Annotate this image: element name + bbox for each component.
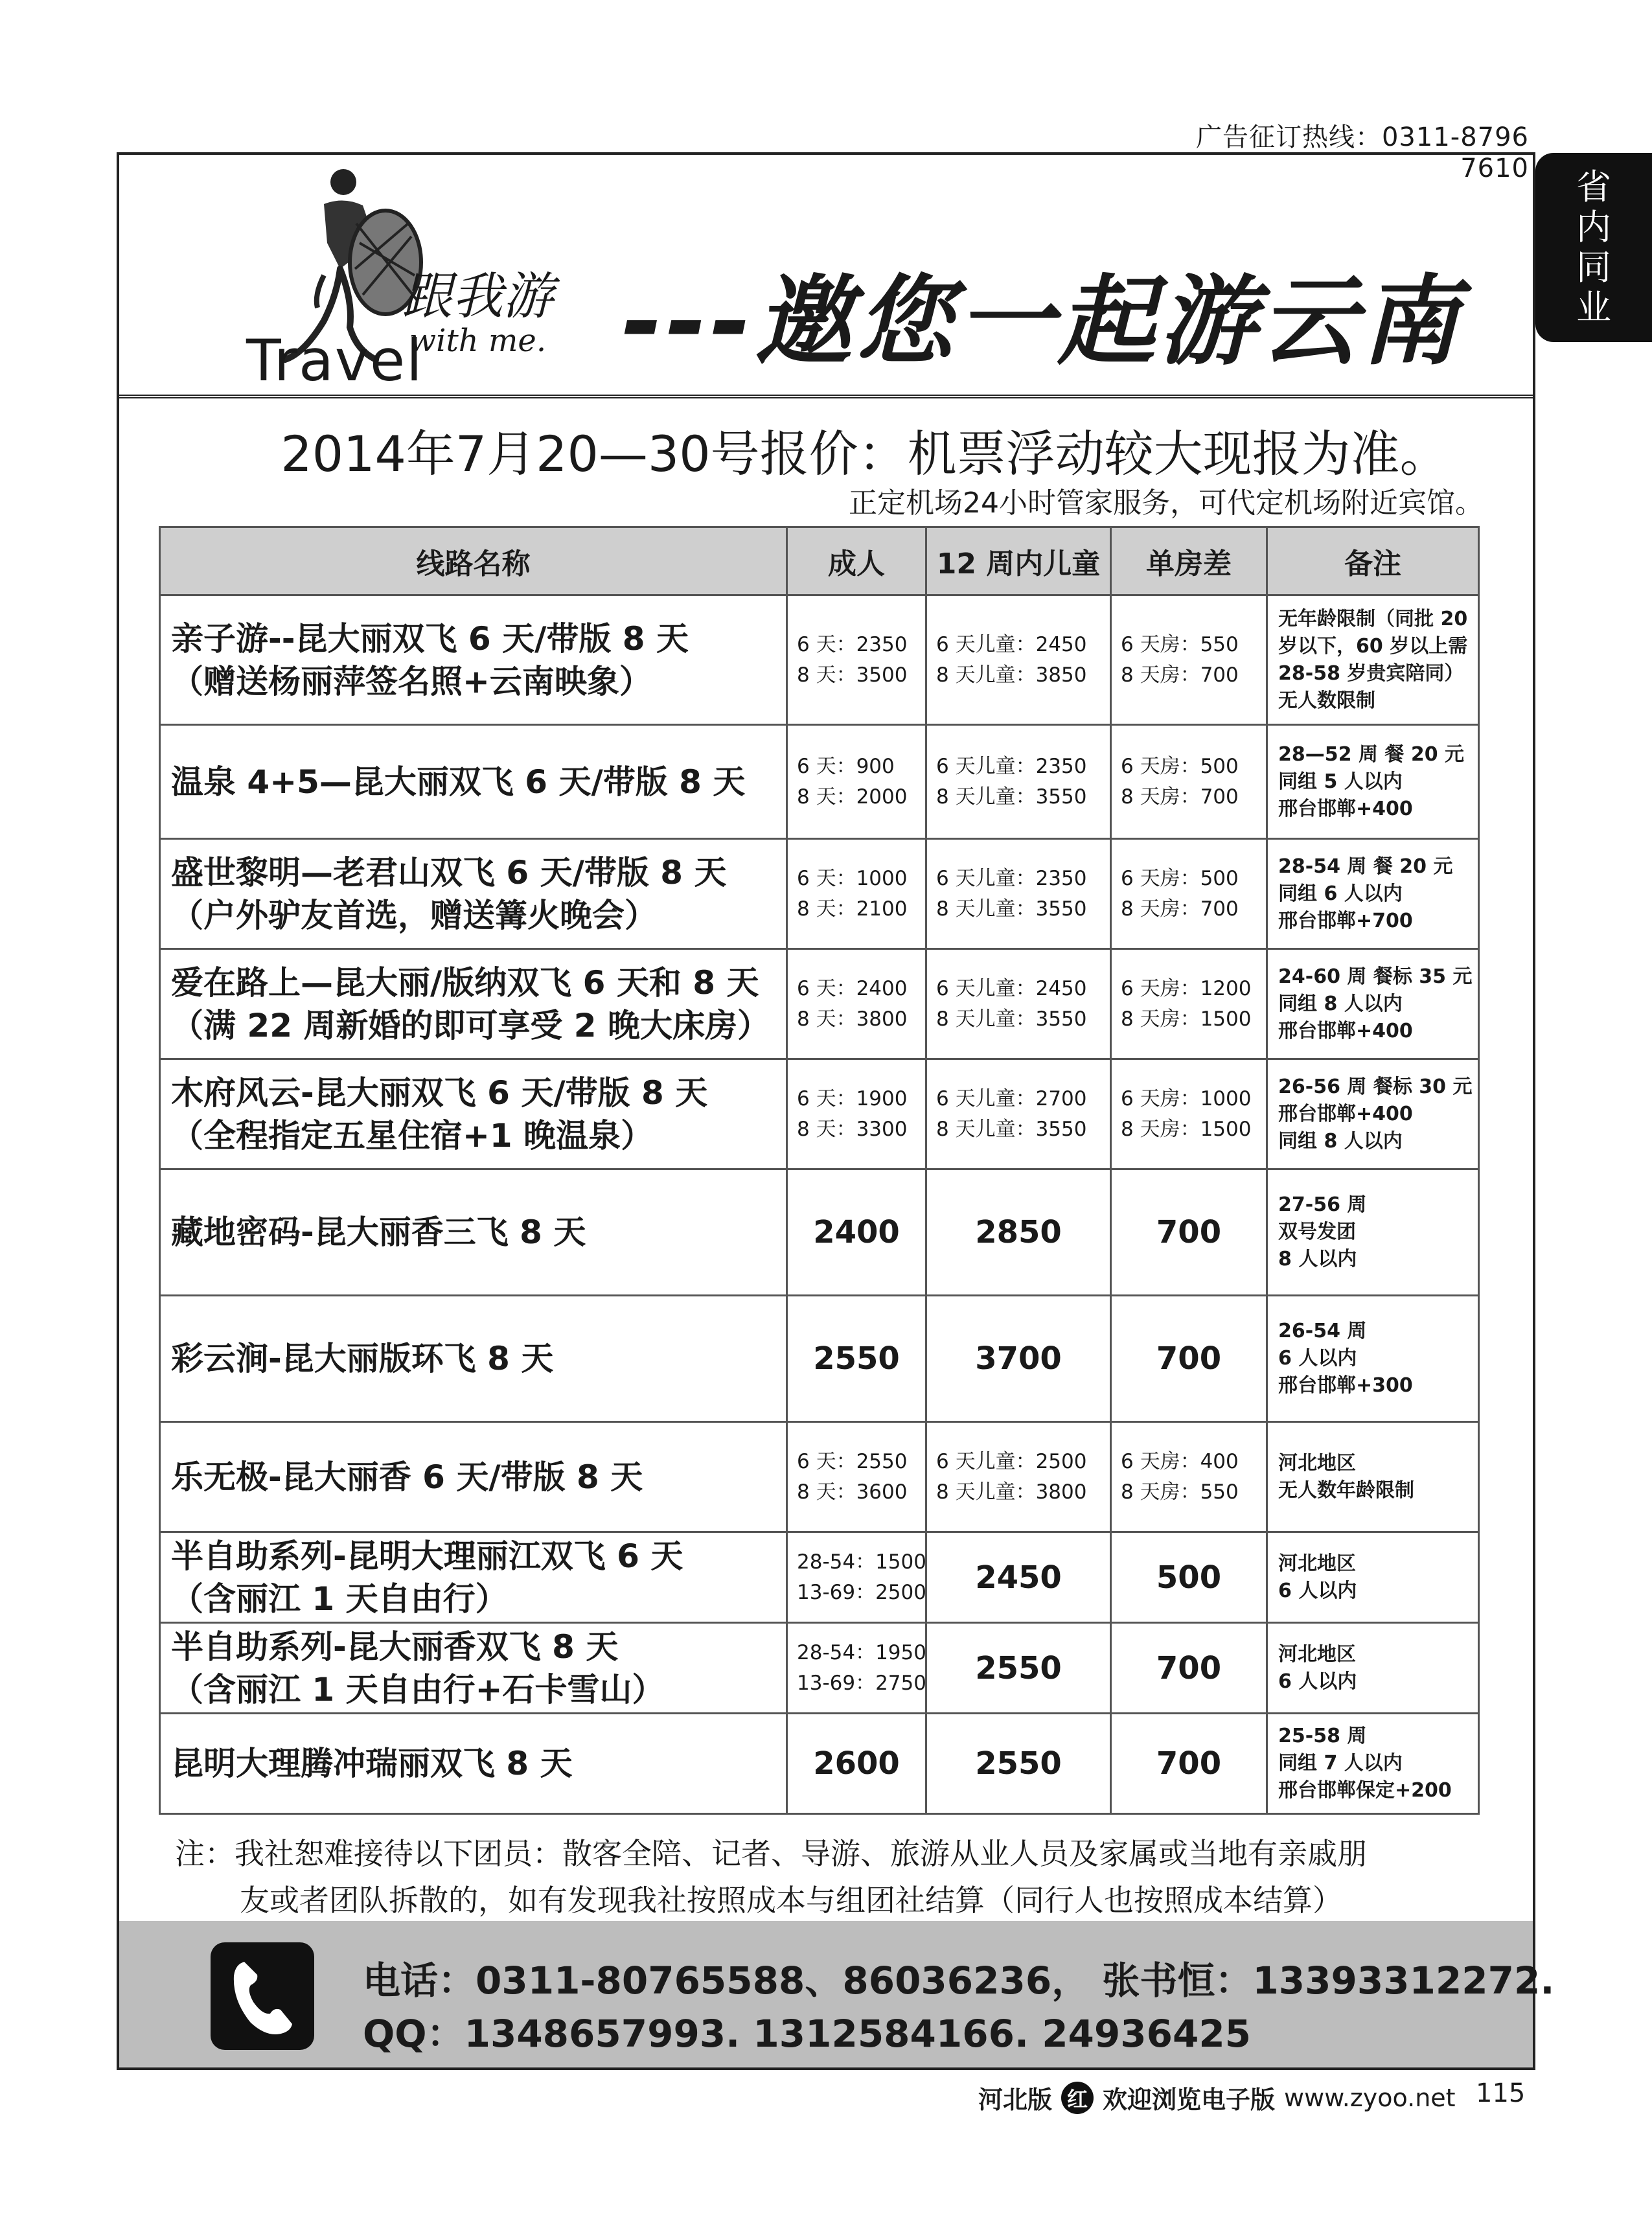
single-room-cell-line: 8 天房：550	[1121, 1480, 1239, 1504]
adult-price-cell	[787, 595, 926, 725]
note-cell-line: 25-58 周	[1278, 1725, 1367, 1747]
single-room-cell-line: 6 天房：1000	[1121, 1087, 1252, 1110]
route-name-cell-line: 藏地密码-昆大丽香三飞 8 天	[171, 1213, 586, 1251]
table-row	[160, 1714, 1479, 1814]
note-cell-line: 河北地区	[1278, 1451, 1356, 1475]
route-name-cell	[160, 1169, 787, 1296]
single-room-cell-line: 8 天房：1500	[1121, 1007, 1252, 1031]
single-room-cell-line: 6 天房：500	[1121, 866, 1239, 890]
child-price-cell	[926, 1422, 1111, 1532]
adult-price-cell-line: 2600	[813, 1745, 900, 1782]
single-room-cell-line: 6 天房：500	[1121, 754, 1239, 778]
column-header: 成人	[787, 527, 926, 595]
single-room-cell-line: 8 天房：700	[1121, 663, 1239, 687]
red-badge-icon: 红	[1061, 2082, 1094, 2114]
contact-qq: QQ：1348657993. 1312584166. 24936425	[363, 2012, 1252, 2056]
table-row	[160, 1059, 1479, 1169]
table-row	[160, 1422, 1479, 1532]
single-room-cell-line: 8 天房：700	[1121, 785, 1239, 809]
single-room-cell-line: 700	[1156, 1650, 1222, 1686]
note-cell	[1267, 725, 1479, 839]
child-price-cell	[926, 1296, 1111, 1422]
child-price-cell-line: 8 天儿童：3550	[936, 785, 1087, 809]
column-header: 单房差	[1111, 527, 1267, 595]
table-row	[160, 1169, 1479, 1296]
child-price-cell	[926, 725, 1111, 839]
single-room-cell	[1111, 1059, 1267, 1169]
single-room-cell-line: 500	[1156, 1559, 1222, 1596]
table-row	[160, 1296, 1479, 1422]
route-name-cell	[160, 1623, 787, 1714]
adult-price-cell-line: 8 天：3500	[797, 663, 908, 687]
route-name-cell	[160, 1422, 787, 1532]
single-room-cell-line: 8 天房：1500	[1121, 1117, 1252, 1141]
child-price-cell-line: 6 天儿童：2350	[936, 866, 1087, 890]
footer-welcome: 欢迎浏览电子版	[1103, 2086, 1276, 2114]
adult-price-cell-line: 6 天：2550	[797, 1449, 908, 1473]
single-room-cell-line: 700	[1156, 1745, 1222, 1782]
adult-price-cell	[787, 1296, 926, 1422]
note-cell-line: 6 人以内	[1278, 1579, 1357, 1602]
section-tab-char: 内	[1576, 207, 1611, 247]
note-cell	[1267, 1169, 1479, 1296]
single-room-cell	[1111, 1623, 1267, 1714]
route-name-cell-line: 木府风云-昆大丽双飞 6 天/带版 8 天	[171, 1074, 708, 1112]
route-name-cell	[160, 1296, 787, 1422]
note-cell-line: 24-60 周 餐标 35 元	[1278, 965, 1473, 988]
adult-price-cell	[787, 1422, 926, 1532]
adult-price-cell-line: 6 天：900	[797, 754, 895, 778]
route-name-cell-line: 温泉 4+5—昆大丽双飞 6 天/带版 8 天	[171, 763, 746, 801]
adult-price-cell-line: 6 天：2400	[797, 976, 908, 1000]
note-cell-line: 邢台邯郸+400	[1278, 1102, 1413, 1125]
route-name-cell-line: 半自助系列-昆明大理丽江双飞 6 天	[171, 1537, 683, 1575]
route-name-cell-line: （含丽江 1 天自由行+石卡雪山）	[171, 1670, 665, 1708]
route-name-cell	[160, 1532, 787, 1623]
adult-price-cell	[787, 839, 926, 949]
single-room-cell	[1111, 949, 1267, 1059]
single-room-cell	[1111, 725, 1267, 839]
note-cell-line: 28-58 岁贵宾陪同）	[1278, 661, 1464, 685]
price-headline: 2014年7月20—30号报价：机票浮动较大现报为准。	[281, 425, 1449, 483]
notice-line: 注：我社恕难接待以下团员：散客全陪、记者、导游、旅游从业人员及家属或当地有亲戚朋	[175, 1836, 1367, 1871]
note-cell-line: 邢台邯郸+400	[1278, 1019, 1413, 1042]
note-cell-line: 28-54 周 餐 20 元	[1278, 855, 1453, 878]
child-price-cell	[926, 1059, 1111, 1169]
note-cell-line: 同组 8 人以内	[1278, 992, 1403, 1015]
child-price-cell	[926, 595, 1111, 725]
note-cell	[1267, 949, 1479, 1059]
adult-price-cell	[787, 1714, 926, 1814]
route-name-cell-line: （户外驴友首选，赠送篝火晚会）	[171, 896, 657, 934]
adult-price-cell-line: 2550	[813, 1340, 900, 1377]
route-name-cell-line: （全程指定五星住宿+1 晚温泉）	[171, 1116, 654, 1155]
route-name-cell-line: （含丽江 1 天自由行）	[171, 1580, 508, 1618]
table-row	[160, 1623, 1479, 1714]
route-name-cell-line: 彩云涧-昆大丽版环飞 8 天	[171, 1340, 554, 1377]
child-price-cell-line: 6 天儿童：2500	[936, 1449, 1087, 1473]
adult-price-cell	[787, 1059, 926, 1169]
note-cell-line: 河北地区	[1278, 1642, 1356, 1666]
single-room-cell	[1111, 1714, 1267, 1814]
adult-price-cell-line: 13-69：2750	[797, 1671, 926, 1695]
note-cell-line: 无人数限制	[1278, 689, 1375, 712]
note-cell-line: 同组 5 人以内	[1278, 770, 1403, 793]
section-tab-char: 同	[1576, 247, 1611, 288]
adult-price-cell-line: 6 天：1000	[797, 866, 908, 890]
table-row	[160, 595, 1479, 725]
footer-site-link[interactable]: www.zyoo.net	[1284, 2083, 1456, 2112]
adult-price-cell-line: 8 天：2000	[797, 785, 908, 809]
route-name-cell-line: 乐无极-昆大丽香 6 天/带版 8 天	[171, 1458, 643, 1496]
note-cell-line: 邢台邯郸+400	[1278, 797, 1413, 820]
route-name-cell-line: 盛世黎明—老君山双飞 6 天/带版 8 天	[171, 853, 727, 891]
route-name-cell	[160, 725, 787, 839]
route-name-cell	[160, 1059, 787, 1169]
note-cell-line: 同组 8 人以内	[1278, 1129, 1403, 1153]
child-price-cell	[926, 1714, 1111, 1814]
single-room-cell-line: 700	[1156, 1214, 1222, 1250]
note-cell	[1267, 839, 1479, 949]
child-price-cell-line: 8 天儿童：3850	[936, 663, 1087, 687]
page-footer	[978, 2080, 1456, 2115]
single-room-cell	[1111, 1296, 1267, 1422]
table-row	[160, 1532, 1479, 1623]
note-cell-line: 无年龄限制（同批 20	[1278, 607, 1468, 630]
route-name-cell	[160, 1714, 787, 1814]
child-price-cell	[926, 1169, 1111, 1296]
child-price-cell-line: 6 天儿童：2450	[936, 632, 1087, 656]
table-header-row	[160, 527, 1479, 595]
note-cell-line: 26-54 周	[1278, 1320, 1367, 1342]
note-cell-line: 岁以下，60 岁以上需	[1278, 634, 1468, 658]
adult-price-cell	[787, 725, 926, 839]
child-price-cell-line: 8 天儿童：3550	[936, 897, 1087, 921]
child-price-cell	[926, 1623, 1111, 1714]
child-price-cell-line: 2450	[975, 1559, 1062, 1596]
column-header: 备注	[1267, 527, 1479, 595]
note-cell	[1267, 1623, 1479, 1714]
single-room-cell-line: 8 天房：700	[1121, 897, 1239, 921]
single-room-cell-line: 6 天房：550	[1121, 632, 1239, 656]
service-subline: 正定机场24小时管家服务，可代定机场附近宾馆。	[849, 487, 1484, 520]
route-name-cell-line: 昆明大理腾冲瑞丽双飞 8 天	[171, 1745, 573, 1782]
note-cell-line: 邢台邯郸+300	[1278, 1374, 1413, 1397]
child-price-cell-line: 8 天儿童：3550	[936, 1007, 1087, 1031]
adult-price-cell-line: 6 天：1900	[797, 1087, 908, 1110]
route-price-table	[159, 526, 1480, 1815]
adult-price-cell-line: 13-69：2500	[797, 1580, 926, 1604]
adult-price-cell-line: 2400	[813, 1214, 900, 1250]
child-price-cell-line: 6 天儿童：2450	[936, 976, 1087, 1000]
note-cell-line: 河北地区	[1278, 1552, 1356, 1575]
route-name-cell-line: 爱在路上—昆大丽/版纳双飞 6 天和 8 天	[171, 963, 759, 1002]
route-name-cell	[160, 595, 787, 725]
note-cell	[1267, 1422, 1479, 1532]
note-cell-line: 27-56 周	[1278, 1193, 1367, 1216]
adult-price-cell-line: 6 天：2350	[797, 632, 908, 656]
adult-price-cell-line: 28-54：1950	[797, 1640, 926, 1664]
note-cell-line: 邢台邯郸保定+200	[1278, 1779, 1452, 1802]
note-cell-line: 同组 6 人以内	[1278, 882, 1403, 905]
route-name-cell	[160, 949, 787, 1059]
child-price-cell-line: 8 天儿童：3800	[936, 1480, 1087, 1504]
child-price-cell-line: 6 天儿童：2350	[936, 754, 1087, 778]
section-tab-char: 业	[1576, 287, 1611, 328]
contact-phone: 电话：0311-80765588、86036236， 张书恒：13393312272.	[363, 1959, 1555, 2003]
note-cell-line: 6 人以内	[1278, 1347, 1357, 1370]
route-name-cell-line: 半自助系列-昆大丽香双飞 8 天	[171, 1627, 619, 1666]
adult-price-cell-line: 8 天：3300	[797, 1117, 908, 1141]
note-cell	[1267, 1532, 1479, 1623]
note-cell	[1267, 595, 1479, 725]
single-room-cell-line: 700	[1156, 1340, 1222, 1377]
note-cell	[1267, 1714, 1479, 1814]
note-cell	[1267, 1059, 1479, 1169]
adult-price-cell	[787, 1623, 926, 1714]
child-price-cell-line: 6 天儿童：2700	[936, 1087, 1087, 1110]
single-room-cell	[1111, 1169, 1267, 1296]
column-header: 线路名称	[160, 527, 787, 595]
page-number: 115	[1476, 2078, 1526, 2108]
single-room-cell-line: 6 天房：1200	[1121, 976, 1252, 1000]
single-room-cell	[1111, 1532, 1267, 1623]
column-header: 12 周内儿童	[926, 527, 1111, 595]
route-name-cell-line: 亲子游--昆大丽双飞 6 天/带版 8 天	[171, 619, 689, 658]
adult-price-cell-line: 8 天：2100	[797, 897, 908, 921]
route-name-cell-line: （满 22 周新婚的即可享受 2 晚大床房）	[171, 1006, 770, 1044]
adult-price-cell	[787, 1169, 926, 1296]
notice	[175, 1830, 1490, 1924]
adult-price-cell	[787, 1532, 926, 1623]
adult-price-cell	[787, 949, 926, 1059]
note-cell-line: 邢台邯郸+700	[1278, 909, 1413, 932]
single-room-cell	[1111, 1422, 1267, 1532]
child-price-cell	[926, 839, 1111, 949]
logo-chinese-text: 跟我游	[402, 268, 554, 326]
phone-icon	[211, 1942, 314, 2050]
child-price-cell-line: 2850	[975, 1214, 1062, 1250]
single-room-cell	[1111, 839, 1267, 949]
note-cell-line: 同组 7 人以内	[1278, 1752, 1403, 1775]
single-room-cell	[1111, 595, 1267, 725]
notice-line: 友或者团队拆散的，如有发现我社按照成本与组团社结算（同行人也按照成本结算）	[240, 1883, 1342, 1918]
single-room-cell-line: 6 天房：400	[1121, 1449, 1239, 1473]
table-row	[160, 725, 1479, 839]
footer-edition: 河北版	[978, 2086, 1053, 2114]
note-cell	[1267, 1296, 1479, 1422]
note-cell-line: 8 人以内	[1278, 1248, 1357, 1270]
note-cell-line: 无人数年龄限制	[1278, 1478, 1414, 1502]
note-cell-line: 26-56 周 餐标 30 元	[1278, 1075, 1473, 1098]
child-price-cell	[926, 949, 1111, 1059]
note-cell-line: 6 人以内	[1278, 1670, 1357, 1693]
child-price-cell-line: 2550	[975, 1650, 1062, 1686]
logo-travel-text: Travel	[246, 327, 424, 394]
adult-price-cell-line: 8 天：3600	[797, 1480, 908, 1504]
child-price-cell-line: 8 天儿童：3550	[936, 1117, 1087, 1141]
table-row	[160, 949, 1479, 1059]
table-row	[160, 839, 1479, 949]
child-price-cell-line: 2550	[975, 1745, 1062, 1782]
adult-price-cell-line: 28-54：1500	[797, 1550, 926, 1574]
child-price-cell	[926, 1532, 1111, 1623]
route-name-cell-line: （赠送杨丽萍签名照+云南映象）	[171, 662, 652, 700]
slogan: ---邀您一起游云南	[622, 266, 1462, 378]
section-tab[interactable]	[1535, 153, 1652, 342]
note-cell-line: 双号发团	[1278, 1221, 1356, 1243]
section-tab-char: 省	[1576, 167, 1611, 207]
ad-hotline: 广告征订热线：0311-8796 7610	[1195, 122, 1529, 183]
route-name-cell	[160, 839, 787, 949]
child-price-cell-line: 3700	[975, 1340, 1062, 1377]
logo-withme-text: with me.	[409, 323, 547, 359]
adult-price-cell-line: 8 天：3800	[797, 1007, 908, 1031]
note-cell-line: 28—52 周 餐 20 元	[1278, 742, 1465, 766]
